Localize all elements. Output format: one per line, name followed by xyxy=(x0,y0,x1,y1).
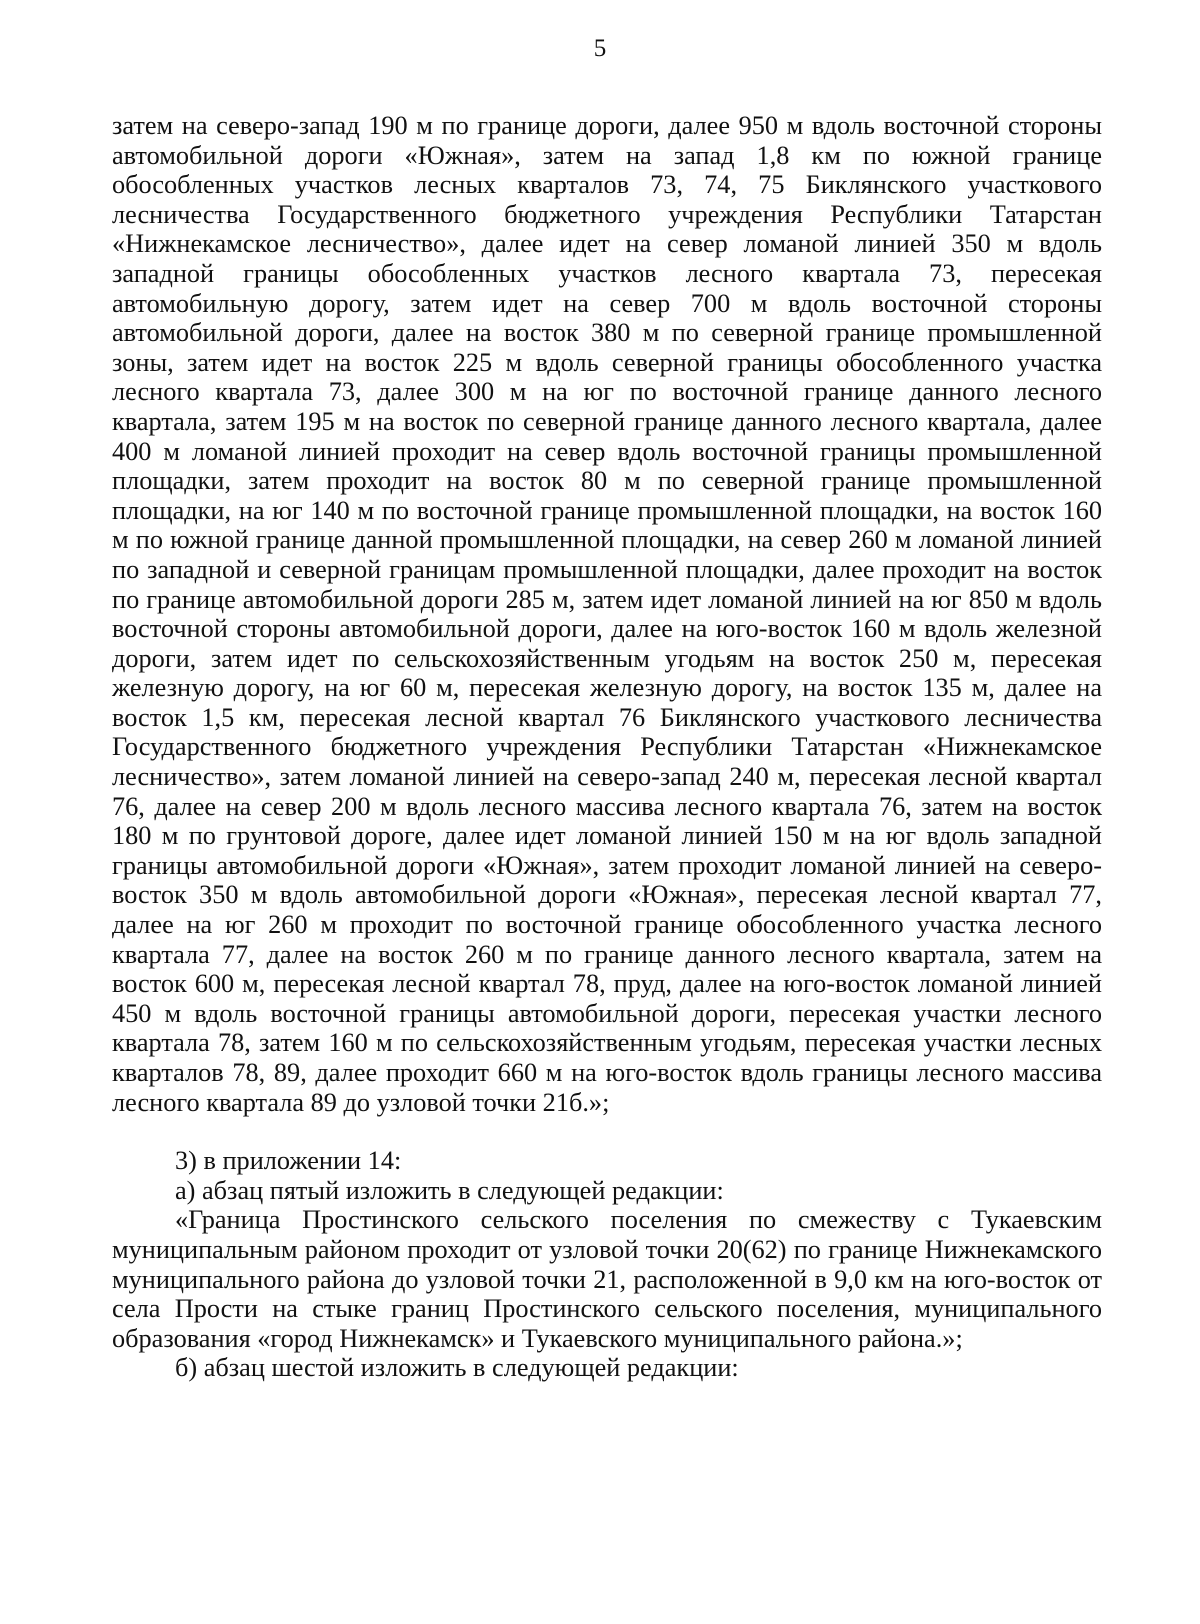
amendment-quoted-text: «Граница Простинского сельского поселения по смежеству с Тукаевским муниципальным районом проходит от узловой точки 20(62) по границе Нижнекамского муниципального района до узловой точки 21, расположенной в 9,0 км на юго-восток от села Прости на стыке границ Простинского сельского поселения, муниципального образования «город Нижнекамск» и Тукаевского муниципального района.»; xyxy=(112,1205,1102,1353)
amendment-subitem-a: а) абзац пятый изложить в следующей редакции: xyxy=(175,1175,724,1205)
boundary-description-paragraph: затем на северо-запад 190 м по границе дороги, далее 950 м вдоль восточной стороны автомобильной дороги «Южная», затем на запад 1,8 км по южной границе обособленных участков лесных кварталов 73, 74, 75 Биклянского участкового лесничества Государственного бюджетного учреждения Республики Татарстан «Нижнекамское лесничество», далее идет на север ломаной линией 350 м вдоль западной границы обособленных участков лесного квартала 73, пересекая автомобильную дорогу, затем идет на север 700 м вдоль восточной стороны автомобильной дороги, далее на восток 380 м по северной границе промышленной зоны, затем идет на восток 225 м вдоль северной границы обособленного участка лесного квартала 73, далее 300 м на юг по восточной границе данного лесного квартала, затем 195 м на восток по северной границе данного лесного квартала, далее 400 м ломаной линией проходит на север вдоль восточной границы промышленной площадки, затем проходит на восток 80 м по северной границе промышленной площадки, на юг 140 м по восточной границе промышленной площадки, на восток 160 м по южной границе данной промышленной площадки, на север 260 м ломаной линией по западной и северной границам промышленной площадки, далее проходит на восток по границе автомобильной дороги 285 м, затем идет ломаной линией на юг 850 м вдоль восточной стороны автомобильной дороги, далее на юго-восток 160 м вдоль железной дороги, затем идет по сельскохозяйственным угодьям на восток 250 м, пересекая железную дорогу, на юг 60 м, пересекая железную дорогу, на восток 135 м, далее на восток 1,5 км, пересекая лесной квартал 76 Биклянского участкового лесничества Государственного бюджетного учреждения Республики Татарстан «Нижнекамское лесничество», затем ломаной линией на северо-запад 240 м, пересекая лесной квартал 76, далее на север 200 м вдоль лесного массива лесного квартала 76, затем на восток 180 м по грунтовой дороге, далее идет ломаной линией 150 м на юг вдоль западной границы автомобильной дороги «Южная», затем проходит ломаной линией на северо-восток 350 м вдоль автомобильной дороги «Южная», пересекая лесной квартал 77, далее на юг 260 м проходит по восточной границе обособленного участка лесного квартала 77, далее на восток 260 м по границе данного лесного квартала, затем на восток 600 м, пересекая лесной квартал 78, пруд, далее на юго-восток ломаной линией 450 м вдоль восточной границы автомобильной дороги, пересекая участки лесного квартала 78, затем 160 м по сельскохозяйственным угодьям, пересекая участки лесных кварталов 78, 89, далее проходит 660 м на юго-восток вдоль границы лесного массива лесного квартала 89 до узловой точки 21б.»; xyxy=(112,111,1102,1117)
document-body xyxy=(112,111,1102,1383)
amendment-item-3: 3) в приложении 14: xyxy=(175,1146,402,1176)
amendment-subitem-b: б) абзац шестой изложить в следующей редакции: xyxy=(175,1353,739,1383)
page-number: 5 xyxy=(593,35,607,62)
